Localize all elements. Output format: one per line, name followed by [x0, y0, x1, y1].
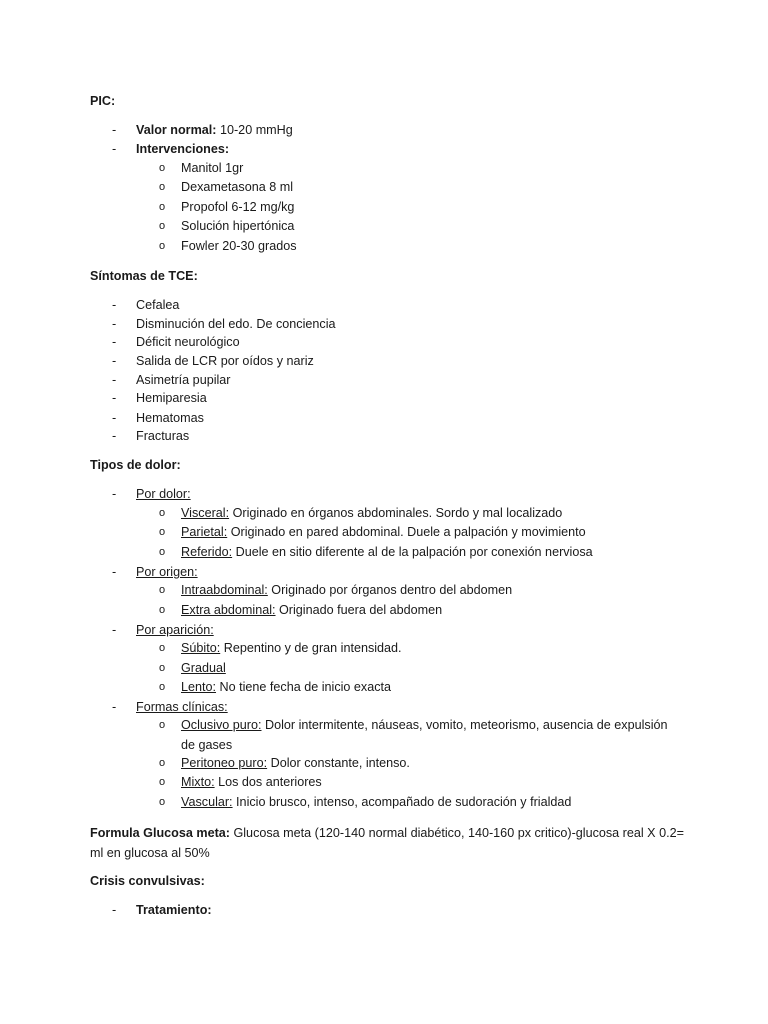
valor-normal-value: 10-20 mmHg	[216, 123, 293, 137]
list-item	[181, 756, 410, 770]
heading-tce: Síntomas de TCE:	[90, 269, 198, 283]
list-item	[181, 716, 681, 755]
bullet-marker: o	[159, 604, 166, 616]
item-desc: No tiene fecha de inicio exacta	[216, 680, 392, 694]
dash-marker: -	[112, 373, 117, 387]
list-item: Solución hipertónica	[181, 219, 295, 233]
dash-marker: -	[112, 429, 117, 443]
bullet-marker: o	[159, 201, 166, 213]
tratamiento-label: Tratamiento:	[136, 903, 212, 917]
dash-marker: -	[112, 487, 117, 501]
group-label: Por dolor:	[136, 487, 191, 501]
valor-normal-label: Valor normal:	[136, 123, 217, 137]
item-desc: Los dos anteriores	[214, 775, 322, 789]
heading-crisis-convulsivas: Crisis convulsivas:	[90, 874, 205, 888]
list-item	[181, 545, 593, 559]
bullet-marker: o	[159, 681, 166, 693]
list-item: Hematomas	[136, 411, 204, 425]
list-item	[181, 583, 512, 597]
bullet-marker: o	[159, 546, 166, 558]
list-item: Déficit neurológico	[136, 335, 240, 349]
list-item: Manitol 1gr	[181, 161, 244, 175]
dash-marker: -	[112, 565, 117, 579]
list-item	[181, 525, 586, 539]
bullet-marker: o	[159, 507, 166, 519]
item-term: Intraabdominal:	[181, 583, 268, 597]
list-item-valor-normal	[136, 123, 293, 137]
item-term: Lento:	[181, 680, 217, 694]
group-label: Por origen:	[136, 565, 198, 579]
list-item: Disminución del edo. De conciencia	[136, 317, 336, 331]
list-item	[181, 775, 322, 789]
group-label: Formas clínicas:	[136, 700, 228, 714]
dash-marker: -	[112, 354, 117, 368]
list-item: Cefalea	[136, 298, 180, 312]
formula-text: Glucosa meta (120-140 normal diabético, 140-160 px critico)-glucosa real X 0.2= ml en glucosa al 50%	[90, 826, 684, 860]
bullet-marker: o	[159, 162, 166, 174]
bullet-marker: o	[159, 526, 166, 538]
dash-marker: -	[112, 391, 117, 405]
heading-pic: PIC:	[90, 94, 116, 108]
list-item: Fracturas	[136, 429, 190, 443]
list-item: Salida de LCR por oídos y nariz	[136, 354, 314, 368]
formula-paragraph	[90, 824, 690, 863]
item-term: Referido:	[181, 545, 233, 559]
dash-marker: -	[112, 903, 117, 917]
dash-marker: -	[112, 335, 117, 349]
item-desc: Duele en sitio diferente al de la palpación por conexión nerviosa	[232, 545, 593, 559]
item-desc: Originado en pared abdominal. Duele a palpación y movimiento	[227, 525, 586, 539]
list-item	[181, 661, 226, 675]
item-term: Parietal:	[181, 525, 228, 539]
list-item	[181, 506, 562, 520]
bullet-marker: o	[159, 642, 166, 654]
list-item	[181, 795, 571, 809]
bullet-marker: o	[159, 584, 166, 596]
item-desc: Dolor intermitente, náuseas, vomito, meteorismo, ausencia de expulsión de gases	[181, 718, 668, 752]
item-term: Peritoneo puro:	[181, 756, 268, 770]
bullet-marker: o	[159, 181, 166, 193]
bullet-marker: o	[159, 240, 166, 252]
dash-marker: -	[112, 623, 117, 637]
dash-marker: -	[112, 700, 117, 714]
intervenciones-label: Intervenciones:	[136, 142, 230, 156]
item-term: Oclusivo puro:	[181, 718, 262, 732]
item-desc: Dolor constante, intenso.	[267, 756, 410, 770]
item-desc: Originado fuera del abdomen	[275, 603, 443, 617]
item-term: Visceral:	[181, 506, 230, 520]
list-item: Hemiparesia	[136, 391, 207, 405]
item-desc: Inicio brusco, intenso, acompañado de sudoración y frialdad	[232, 795, 572, 809]
dash-marker: -	[112, 317, 117, 331]
list-item	[181, 603, 442, 617]
heading-tipos-dolor: Tipos de dolor:	[90, 458, 181, 472]
list-item: Asimetría pupilar	[136, 373, 231, 387]
item-term: Extra abdominal:	[181, 603, 276, 617]
dash-marker: -	[112, 411, 117, 425]
bullet-marker: o	[159, 662, 166, 674]
dash-marker: -	[112, 298, 117, 312]
list-item: Dexametasona 8 ml	[181, 180, 293, 194]
list-item	[181, 680, 391, 694]
item-term: Súbito:	[181, 641, 221, 655]
bullet-marker: o	[159, 220, 166, 232]
bullet-marker: o	[159, 757, 166, 769]
group-label: Por aparición:	[136, 623, 214, 637]
dash-marker: -	[112, 123, 117, 137]
item-term: Gradual	[181, 661, 226, 675]
bullet-marker: o	[159, 796, 166, 808]
dash-marker: -	[112, 142, 117, 156]
item-term: Mixto:	[181, 775, 215, 789]
item-desc: Repentino y de gran intensidad.	[220, 641, 402, 655]
bullet-marker: o	[159, 719, 166, 731]
item-desc: Originado por órganos dentro del abdomen	[267, 583, 513, 597]
item-term: Vascular:	[181, 795, 233, 809]
formula-label: Formula Glucosa meta:	[90, 826, 230, 840]
bullet-marker: o	[159, 776, 166, 788]
list-item: Fowler 20-30 grados	[181, 239, 297, 253]
list-item	[181, 641, 402, 655]
list-item: Propofol 6-12 mg/kg	[181, 200, 295, 214]
item-desc: Originado en órganos abdominales. Sordo y mal localizado	[229, 506, 563, 520]
